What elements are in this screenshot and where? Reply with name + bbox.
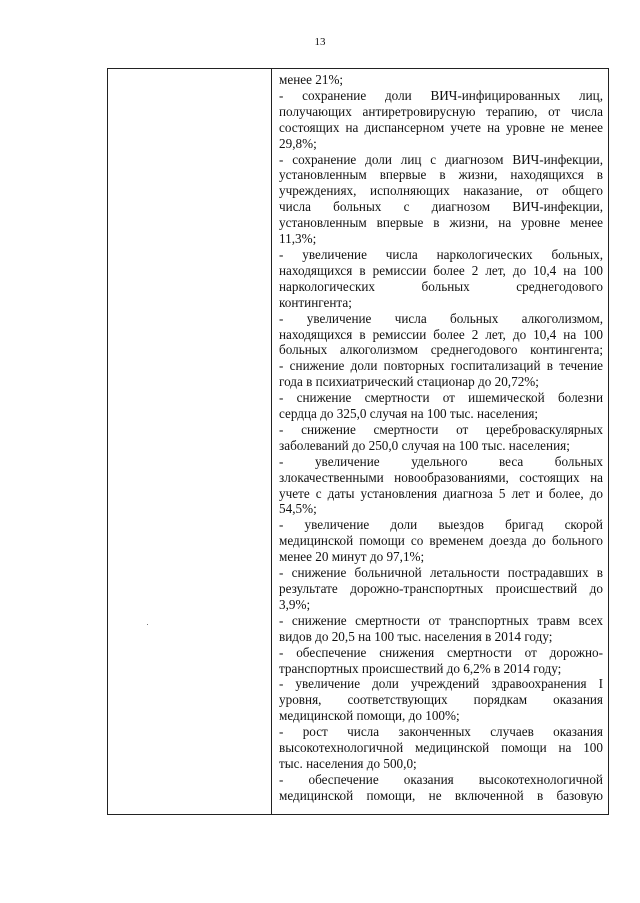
text-line: - обеспечение оказания высокотехнологичной (279, 771, 603, 787)
text-line: транспортных происшествий до 6,2% в 2014 году; (279, 660, 562, 676)
text-line: - снижение доли повторных госпитализаций в течение (279, 358, 603, 374)
table-left-cell (108, 69, 272, 814)
text-line: злокачественными новообразованиями, состоящих на (279, 469, 603, 485)
text-line: тыс. населения до 500,0; (279, 755, 417, 771)
page-number: 13 (314, 36, 326, 48)
text-line: учете с даты установления диагноза 5 лет и более, до (279, 485, 603, 501)
text-line: заболеваний до 250,0 случая на 100 тыс. населения; (279, 437, 570, 453)
scan-speck (147, 624, 148, 625)
text-line: - увеличение числа наркологических больных, (279, 246, 603, 262)
text-line: - увеличение доли выездов бригад скорой (279, 517, 603, 533)
text-line: менее 20 минут до 97,1%; (279, 549, 425, 565)
text-line: результате дорожно-транспортных происшествий до (279, 581, 603, 596)
text-line: - увеличение числа больных алкоголизмом, (279, 310, 603, 326)
table-right-cell (272, 69, 608, 814)
text-line: менее 21%; (279, 72, 344, 87)
text-line: установленным впервые в жизни, находящихся в (279, 167, 603, 183)
text-line: видов до 20,5 на 100 тыс. населения в 2014 году; (279, 628, 553, 644)
text-line: 3,9%; (279, 596, 311, 612)
text-line: состоящих на диспансерном учете на уровне не менее (279, 119, 603, 135)
text-line: - увеличение доли учреждений здравоохранения I (279, 676, 603, 692)
text-line: находящихся в ремиссии более 2 лет, до 10,4 на 100 (279, 262, 603, 278)
text-line: получающих антиретровирусную терапию, от числа (279, 103, 603, 119)
text-line: - снижение смертности от цереброваскулярных (279, 421, 603, 437)
text-line: - сохранение доли лиц с диагнозом ВИЧ-инфекции, (279, 151, 603, 167)
text-line: высокотехнологичной медицинской помощи на 100 (279, 740, 603, 756)
text-line: - снижение больничной летальности пострадавших в (279, 565, 603, 581)
text-line: - снижение смертности от транспортных травм всех (279, 612, 603, 628)
text-line: - рост числа законченных случаев оказания (279, 724, 603, 740)
text-line: уровня, соответствующих порядкам оказания (279, 692, 603, 708)
text-line: года в психиатрический стационар до 20,72%; (279, 374, 539, 390)
text-line: - сохранение доли ВИЧ-инфицированных лиц, (279, 87, 603, 103)
text-line: находящихся в ремиссии более 2 лет, до 10,4 на 100 (279, 326, 603, 342)
text-line: медицинской помощи со временем доезда до больного (279, 533, 603, 549)
text-line: числа больных с диагнозом ВИЧ-инфекции, (279, 199, 603, 215)
text-line: - обеспечение снижения смертности от дорожно- (279, 644, 603, 660)
text-line: наркологических больных среднегодового (279, 278, 603, 294)
indicators-table (107, 68, 609, 815)
text-line: учреждениях, исполняющих наказание, от общего (279, 183, 603, 199)
text-line: установленным впервые в жизни, на уровне менее (279, 215, 603, 231)
text-line: - увеличение удельного веса больных (279, 453, 603, 469)
text-line: 54,5%; (279, 501, 317, 517)
text-line: 11,3%; (279, 231, 317, 247)
text-line: - снижение смертности от ишемической болезни (279, 390, 603, 406)
text-line: сердца до 325,0 случая на 100 тыс. населения; (279, 406, 539, 422)
text-line: контингента; (279, 294, 352, 310)
text-line: медицинской помощи, не включенной в базовую (279, 787, 603, 803)
text-line: больных алкоголизмом среднегодового контингента; (279, 342, 603, 358)
text-line: 29,8%; (279, 135, 317, 151)
text-line: медицинской помощи, до 100%; (279, 708, 460, 724)
